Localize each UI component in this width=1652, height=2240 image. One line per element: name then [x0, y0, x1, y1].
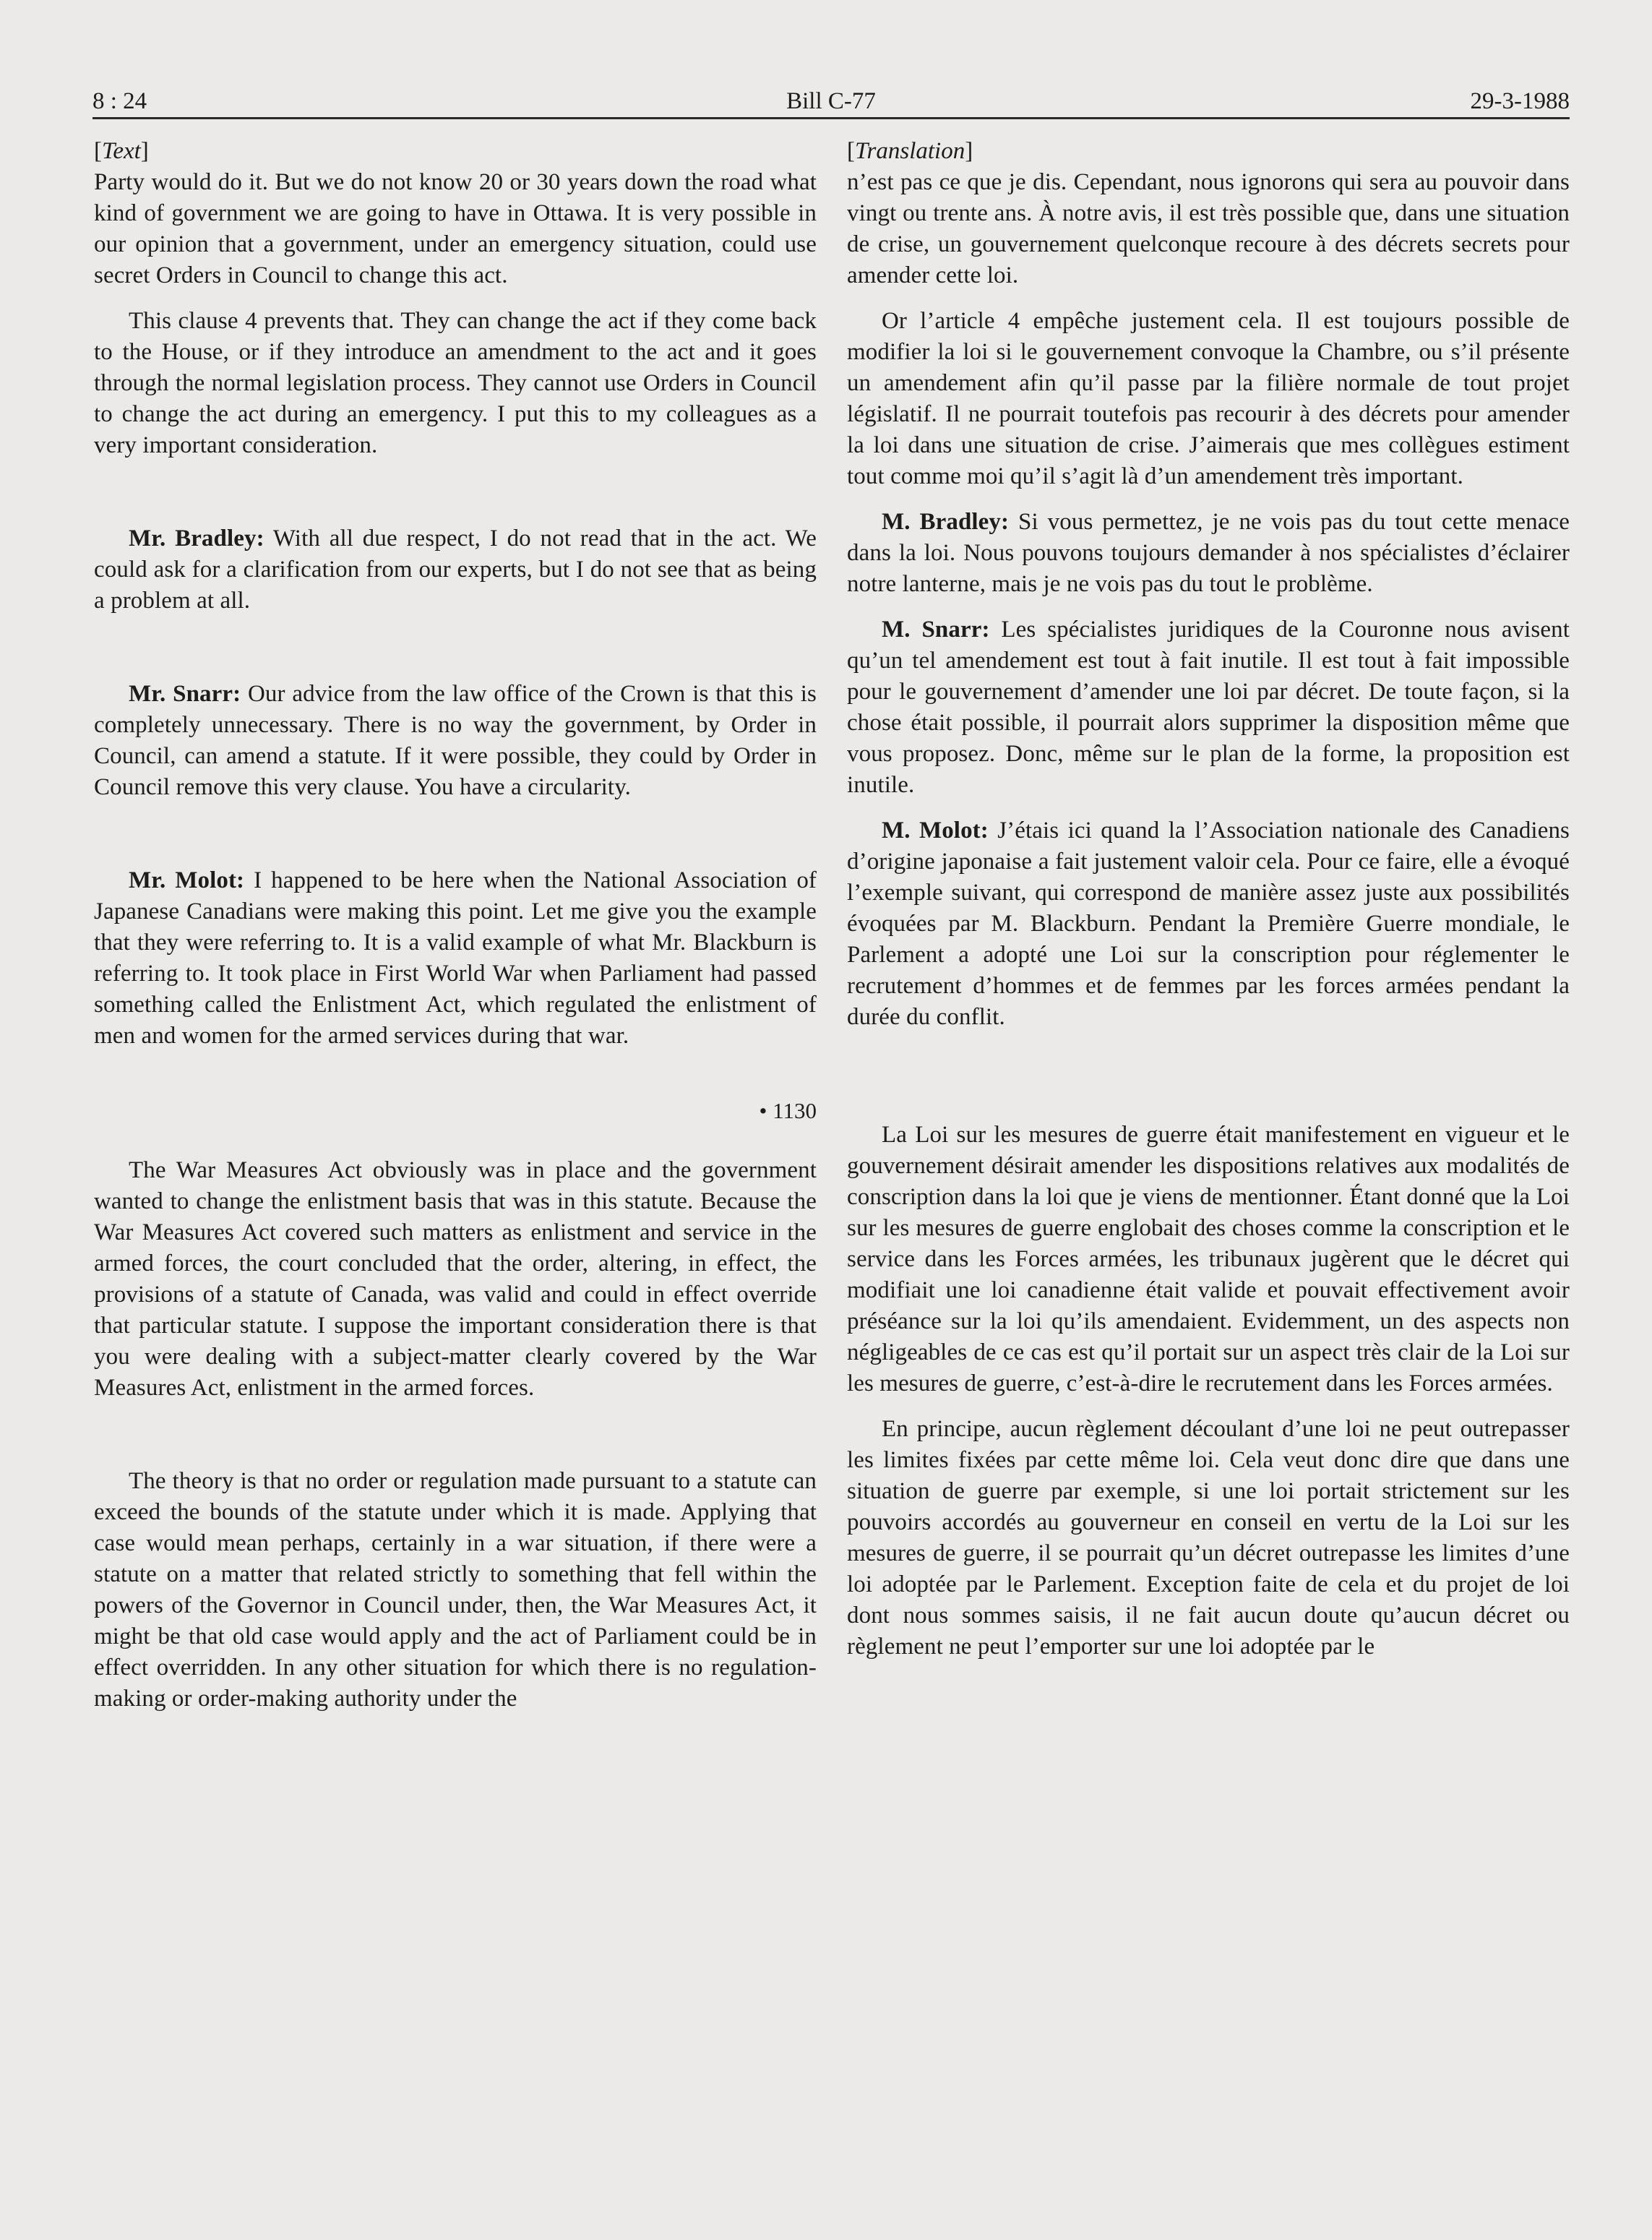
speaker-paragraph: Mr. Snarr: Our advice from the law office of the Crown is that this is completely unnecessary. There is no way the government, by Order in Council, can amend a statute. If it were possible, they could by Order in Council remove this very clause. You have a circularity. — [94, 681, 817, 800]
page-reference: 8 : 24 — [93, 88, 147, 114]
speaker-name: Mr. Snarr: — [129, 681, 241, 707]
paragraph: The theory is that no order or regulation made pursuant to a statute can exceed the bounds of the statute under which it is made. Applying that case would mean perhaps, certainly in a war situation, if there were a statute on a matter that related strictly to something that fell within the powers of the Governor in Council under, then, the War Measures Act, it might be that old case would apply and the act of Parliament could be in effect overridden. In any other situation for which there is no regulation-making or order-making authority under the — [94, 1468, 817, 1712]
speaker-paragraph: Mr. Bradley: With all due respect, I do not read that in the act. We could ask for a clarification from our experts, but I do not see that as being a problem at all. — [94, 525, 817, 614]
paragraph: En principe, aucun règlement découlant d’une loi ne peut outrepasser les limites fixées par cette même loi. Cela veut donc dire que dans une situation de guerre par exemple, si une loi portait strictement sur les pouvoirs accordés au gouverneur en conseil en vertu de la Loi sur les mesures de guerre, il se pourrait qu’un décret outrepasse les limites d’une loi adoptée par le Parlement. Exception faite de cela et du projet de loi dont nous sommes saisis, il ne fait aucun doute qu’aucun décret ou règlement ne peut l’emporter sur une loi adoptée par le — [847, 1416, 1570, 1660]
paragraph: This clause 4 prevents that. They can change the act if they come back to the House, or if they introduce an amendment to the act and it goes through the normal legislation process. They cannot use Orders in Council to change the act during an emergency. I put this to my colleagues as a very important consideration. — [94, 308, 817, 458]
speaker-paragraph: M. Molot: J’étais ici quand la l’Association nationale des Canadiens d’origine japonaise a fait justement valoir cela. Pour ce faire, elle a évoqué l’exemple suivant, qui correspond de manière assez juste aux possibilités évoquées par M. Blackburn. Pendant la Première Guerre mondiale, le Parlement a adopté une Loi sur la conscription pour réglementer le recrutement d’hommes et de femmes par les forces armées pendant la durée du conflit. — [847, 818, 1570, 1030]
paragraph: The War Measures Act obviously was in place and the government wanted to change the enlistment basis that was in this statute. Because the War Measures Act covered such matters as enlistment and service in the armed forces, the court concluded that the order, altering, in effect, the provisions of a statute of Canada, was valid and could in effect override that particular statute. I suppose the important consideration there is that you were dealing with a subject-matter clearly covered by the War Measures Act, enlistment in the armed forces. — [94, 1157, 817, 1401]
speaker-name: M. Molot: — [882, 818, 989, 844]
time-marker: • 1130 — [759, 1098, 817, 1123]
paragraph: La Loi sur les mesures de guerre était manifestement en vigueur et le gouvernement désirait amender les dispositions relatives aux modalités de conscription dans la loi que je viens de mentionner. Étant donné que la Loi sur les mesures de guerre englobait des choses comme la conscription et le service dans les Forces armées, les tribunaux jugèrent que le décret qui modifiait une loi canadienne était valide et pouvait effectivement avoir préséance sur la loi qu’ils amendaient. Evidemment, un des aspects non négligeables de ce cas est qu’il portait sur un aspect très clair de la Loi sur les mesures de guerre, c’est-à-dire le recrutement dans les Forces armées. — [847, 1122, 1570, 1396]
french-column — [847, 136, 1570, 1662]
speaker-paragraph: M. Snarr: Les spécialistes juridiques de la Couronne nous avisent qu’un tel amendement est tout à fait inutile. Il est tout à fait impossible pour le gouvernement d’amender une loi par décret. De toute façon, si la chose était possible, il pourrait alors supprimer la disposition même que vous proposez. Donc, même sur le plan de la forme, la proposition est inutile. — [847, 617, 1570, 798]
paragraph: Or l’article 4 empêche justement cela. Il est toujours possible de modifier la loi si le gouvernement convoque la Chambre, ou s’il présente un amendement afin qu’il passe par la filière normale de tout projet législatif. Il ne pourrait toutefois pas recourir à des décrets pour amender la loi dans une situation de crise. J’aimerais que mes collègues estiment tout comme moi qu’il s’agit là d’un amendement très important. — [847, 308, 1570, 489]
text-column-label: [Text] — [94, 138, 149, 164]
paragraph: n’est pas ce que je dis. Cependant, nous ignorons qui sera au pouvoir dans vingt ou trente ans. À notre avis, il est très possible que, dans une situation de crise, un gouvernement quelconque recoure à des décrets secrets pour amender cette loi. — [847, 169, 1570, 288]
speaker-name: Mr. Molot: — [129, 867, 245, 893]
speaker-name: Mr. Bradley: — [129, 525, 264, 552]
translation-column-label: [Translation] — [847, 138, 973, 164]
speaker-name: M. Snarr: — [882, 617, 990, 643]
paragraph: Party would do it. But we do not know 20 or 30 years down the road what kind of government we are going to have in Ottawa. It is very possible in our opinion that a government, under an emergency situation, could use secret Orders in Council to change this act. — [94, 169, 817, 288]
speaker-name: M. Bradley: — [882, 509, 1010, 535]
speaker-paragraph: Mr. Molot: I happened to be here when the National Association of Japanese Canadians were making this point. Let me give you the example that they were referring to. It is a valid example of what Mr. Blackburn is referring to. It took place in First World War when Parliament had passed something called the Enlistment Act, which regulated the enlistment of men and women for the armed services during that war. — [94, 867, 817, 1049]
page-header — [93, 85, 1570, 119]
english-column — [94, 136, 817, 1715]
bill-title: Bill C-77 — [786, 88, 876, 114]
speaker-paragraph: M. Bradley: Si vous permettez, je ne vois pas du tout cette menace dans la loi. Nous pouvons toujours demander à nos spécialistes d’éclairer notre lanterne, mais je ne vois pas du tout le problème. — [847, 509, 1570, 597]
sitting-date: 29-3-1988 — [1470, 88, 1570, 114]
